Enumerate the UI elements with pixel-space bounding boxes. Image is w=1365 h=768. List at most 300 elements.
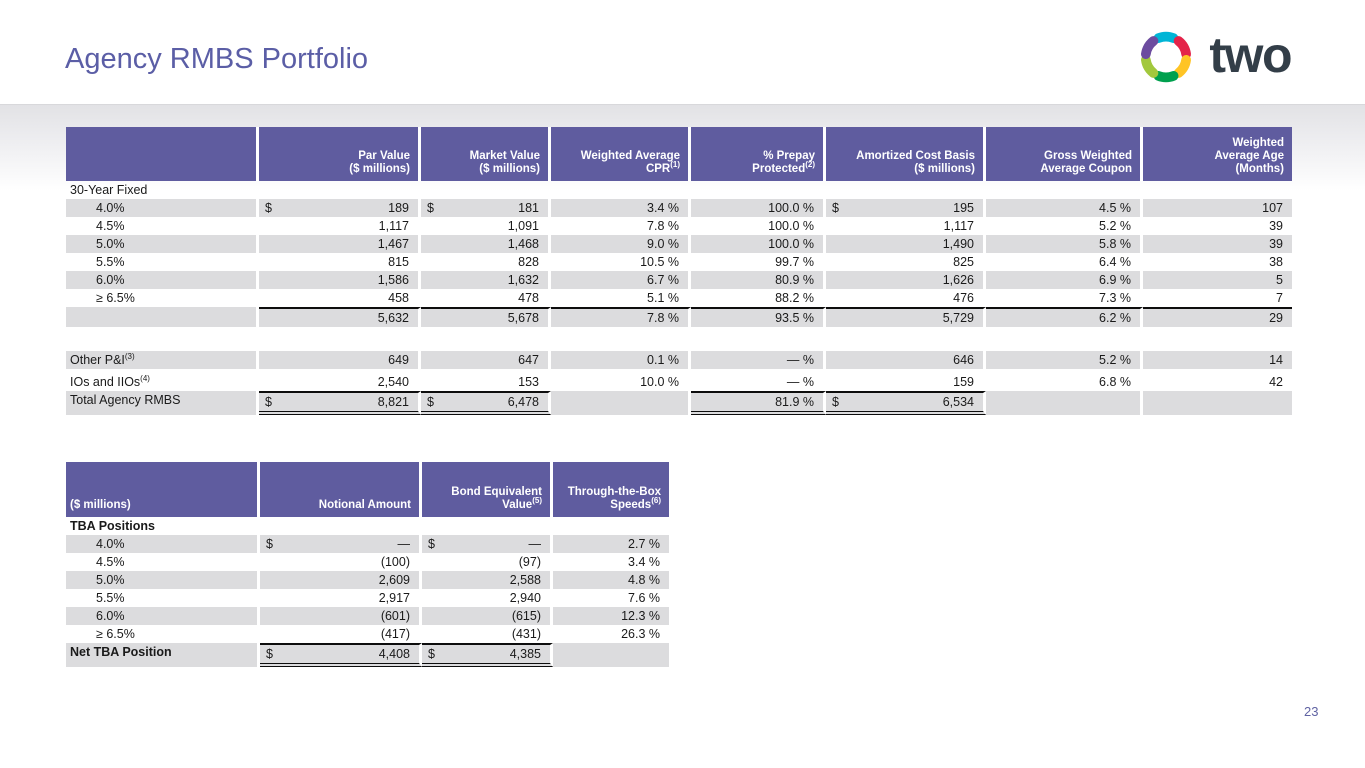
cell-value: 10.0 % xyxy=(640,375,679,389)
currency-symbol: $ xyxy=(427,395,434,409)
cell-value: 38 xyxy=(1269,255,1283,269)
row-spacer xyxy=(66,327,1292,351)
column-header xyxy=(986,127,1143,181)
table-cell xyxy=(826,199,986,217)
table-cell xyxy=(1143,199,1292,217)
column-header xyxy=(66,127,259,181)
cell-value: 6.9 % xyxy=(1099,273,1131,287)
row-label xyxy=(66,351,259,369)
header-label: Gross Weighted xyxy=(1044,150,1132,162)
table-cell xyxy=(986,217,1143,235)
row-label-text: IOs and IIOs xyxy=(70,375,141,389)
cell-value: 8,821 xyxy=(377,395,409,409)
row-label xyxy=(66,607,260,625)
currency-symbol: $ xyxy=(428,647,435,661)
cell-value: 649 xyxy=(388,353,409,367)
header-label: (Months) xyxy=(1235,163,1284,175)
row-label-text: Total Agency RMBS xyxy=(70,393,181,407)
header-label: Amortized Cost Basis xyxy=(856,150,975,162)
table-cell xyxy=(553,535,669,553)
cell-value xyxy=(559,643,660,667)
table-row xyxy=(66,217,1292,235)
column-header xyxy=(826,127,986,181)
table-cell xyxy=(551,271,691,289)
table-cell xyxy=(826,271,986,289)
table-row xyxy=(66,607,669,625)
header-label: Average Coupon xyxy=(1040,163,1132,175)
table-cell xyxy=(422,625,553,643)
table-cell xyxy=(553,643,669,667)
cell-value: 2,540 xyxy=(377,375,409,389)
cell-value: (431) xyxy=(511,627,541,641)
cell-value: 4.8 % xyxy=(628,573,660,587)
table-cell xyxy=(421,235,551,253)
column-header-text xyxy=(451,486,542,512)
cell-value: 2,588 xyxy=(509,573,541,587)
cell-value: 5,632 xyxy=(377,311,409,325)
cell-value: 1,468 xyxy=(507,237,539,251)
cell-value: 100.0 % xyxy=(768,201,814,215)
table-cell xyxy=(551,235,691,253)
table-cell xyxy=(986,391,1143,415)
currency-symbol: $ xyxy=(265,395,272,409)
cell-value: 42 xyxy=(1269,375,1283,389)
table-cell xyxy=(551,351,691,369)
table-cell xyxy=(1143,289,1292,307)
row-label xyxy=(66,517,260,535)
cell-value: 26.3 % xyxy=(621,627,660,641)
header-label: CPR xyxy=(645,163,671,175)
row-label xyxy=(66,643,260,667)
row-label-text: 4.5% xyxy=(96,219,125,233)
table-cell xyxy=(422,571,553,589)
cell-value: — xyxy=(528,537,541,551)
header-label: Value xyxy=(502,499,533,511)
table-cell xyxy=(551,307,691,327)
table-cell xyxy=(260,535,422,553)
table-cell xyxy=(260,571,422,589)
table-cell xyxy=(260,607,422,625)
cell-value: 6.4 % xyxy=(1099,255,1131,269)
row-label xyxy=(66,571,260,589)
cell-value: — xyxy=(397,537,410,551)
table-cell xyxy=(259,235,421,253)
table-cell xyxy=(422,553,553,571)
table-cell xyxy=(826,391,986,415)
table-cell xyxy=(421,253,551,271)
cell-value: (417) xyxy=(380,627,410,641)
header-label: Market Value xyxy=(469,150,540,162)
header-label: ($ millions) xyxy=(914,163,975,175)
table-cell xyxy=(421,199,551,217)
table-cell xyxy=(422,607,553,625)
cell-value: 1,117 xyxy=(378,219,409,233)
cell-value: 7 xyxy=(1276,291,1283,305)
row-label-text: ≥ 6.5% xyxy=(96,627,135,641)
row-label xyxy=(66,199,259,217)
column-header xyxy=(260,462,422,517)
row-label-text: 4.0% xyxy=(96,537,125,551)
table-cell xyxy=(551,373,691,391)
table-cell xyxy=(986,199,1143,217)
table-cell xyxy=(421,271,551,289)
row-label xyxy=(66,235,259,253)
table-cell xyxy=(259,373,421,391)
table-cell xyxy=(259,391,421,415)
header-label: Average Age xyxy=(1214,150,1284,162)
logo-wordmark: two xyxy=(1209,27,1291,83)
row-label-text: 5.5% xyxy=(96,255,125,269)
table-cell xyxy=(551,253,691,271)
cell-value: 39 xyxy=(1269,237,1283,251)
row-label-text: 4.5% xyxy=(96,555,125,569)
cell-value: 6,534 xyxy=(942,395,974,409)
table-row xyxy=(66,351,1292,369)
table-cell xyxy=(691,199,826,217)
column-header-text xyxy=(1040,150,1132,176)
column-header-text xyxy=(70,499,131,512)
cell-value: 1,117 xyxy=(943,219,974,233)
header-label: Par Value xyxy=(358,150,410,162)
row-label xyxy=(66,307,259,327)
cell-value: 195 xyxy=(953,201,974,215)
cell-value xyxy=(1149,391,1283,415)
cell-value: 159 xyxy=(953,375,974,389)
cell-value: 2.7 % xyxy=(628,537,660,551)
table-cell xyxy=(551,217,691,235)
table-cell xyxy=(691,253,826,271)
table-row xyxy=(66,535,669,553)
table-cell xyxy=(1143,351,1292,369)
table-cell xyxy=(691,307,826,327)
table-cell xyxy=(260,643,422,667)
page-number: 23 xyxy=(1304,704,1319,719)
table-cell xyxy=(691,217,826,235)
column-header-text xyxy=(856,150,975,176)
table-cell xyxy=(986,351,1143,369)
agency-rmbs-table xyxy=(66,127,1292,415)
table-cell xyxy=(553,625,669,643)
table-row xyxy=(66,553,669,571)
table-cell xyxy=(259,253,421,271)
cell-value: (615) xyxy=(511,609,541,623)
cell-value: 2,609 xyxy=(378,573,410,587)
row-label xyxy=(66,625,260,643)
cell-value: — % xyxy=(786,353,814,367)
cell-value: 476 xyxy=(953,291,974,305)
table-cell xyxy=(826,253,986,271)
table-cell xyxy=(1143,307,1292,327)
table-row xyxy=(66,235,1292,253)
footnote-marker: (4) xyxy=(140,373,150,383)
cell-value: 81.9 % xyxy=(775,395,814,409)
currency-symbol: $ xyxy=(427,201,434,215)
table-cell xyxy=(1143,217,1292,235)
table-cell xyxy=(421,307,551,327)
cell-value: 4,408 xyxy=(378,647,410,661)
table-cell xyxy=(260,553,422,571)
cell-value: 4.5 % xyxy=(1099,201,1131,215)
table-row xyxy=(66,571,669,589)
table-cell xyxy=(421,289,551,307)
table-cell xyxy=(826,351,986,369)
cell-value: 7.8 % xyxy=(647,219,679,233)
row-label-text: Net TBA Position xyxy=(70,645,172,659)
table-cell xyxy=(986,307,1143,327)
currency-symbol: $ xyxy=(428,537,435,551)
cell-value: 5 xyxy=(1276,273,1283,287)
cell-value: 80.9 % xyxy=(775,273,814,287)
column-header xyxy=(66,462,260,517)
cell-value: 6.2 % xyxy=(1099,311,1131,325)
table-header-row xyxy=(66,462,669,517)
table-cell xyxy=(691,373,826,391)
currency-symbol: $ xyxy=(266,647,273,661)
cell-value: 828 xyxy=(518,255,539,269)
table-cell xyxy=(260,589,422,607)
cell-value: 646 xyxy=(953,353,974,367)
column-header-text xyxy=(581,150,680,176)
row-label xyxy=(66,391,259,415)
table-cell xyxy=(986,289,1143,307)
cell-value: 100.0 % xyxy=(768,219,814,233)
table-cell xyxy=(259,307,421,327)
row-label-text: 30-Year Fixed xyxy=(70,183,148,197)
row-label xyxy=(66,253,259,271)
header-label: ($ millions) xyxy=(70,499,131,511)
cell-value: 99.7 % xyxy=(775,255,814,269)
cell-value: 458 xyxy=(388,291,409,305)
table-row xyxy=(66,625,669,643)
cell-value: 189 xyxy=(388,201,409,215)
footnote-marker: (1) xyxy=(670,160,680,170)
header-label: % Prepay xyxy=(763,150,815,162)
row-label xyxy=(66,589,260,607)
column-header-text xyxy=(349,150,410,176)
table-cell xyxy=(1143,373,1292,391)
row-label xyxy=(66,181,259,199)
currency-symbol: $ xyxy=(832,201,839,215)
table-cell xyxy=(1143,271,1292,289)
pinwheel-icon xyxy=(1133,26,1199,88)
cell-value: 7.6 % xyxy=(628,591,660,605)
cell-value: (601) xyxy=(380,609,410,623)
table-row xyxy=(66,271,1292,289)
table-row xyxy=(66,199,1292,217)
table-cell xyxy=(553,607,669,625)
cell-value: 5.8 % xyxy=(1099,237,1131,251)
cell-value: 815 xyxy=(388,255,409,269)
table-row xyxy=(66,289,1292,307)
column-header-text xyxy=(1215,137,1284,176)
cell-value: 5.2 % xyxy=(1099,353,1131,367)
table-row xyxy=(66,517,669,535)
table-cell xyxy=(259,271,421,289)
table-cell xyxy=(421,217,551,235)
table-cell xyxy=(826,307,986,327)
currency-symbol: $ xyxy=(265,201,272,215)
row-label-text: 5.0% xyxy=(96,573,125,587)
header-label: Protected xyxy=(752,163,806,175)
column-header xyxy=(1143,127,1292,181)
table-cell xyxy=(551,199,691,217)
cell-value: 5,729 xyxy=(942,311,974,325)
cell-value: 5.2 % xyxy=(1099,219,1131,233)
table-header-row xyxy=(66,127,1292,181)
cell-value: 3.4 % xyxy=(647,201,679,215)
table-cell xyxy=(259,199,421,217)
column-header-text xyxy=(470,150,540,176)
row-label xyxy=(66,373,259,391)
cell-value: 6,478 xyxy=(507,395,539,409)
cell-value: 181 xyxy=(518,201,539,215)
footnote-marker: (6) xyxy=(651,496,661,506)
header-label: Bond Equivalent xyxy=(451,486,542,498)
table-row xyxy=(66,181,1292,199)
currency-symbol: $ xyxy=(832,395,839,409)
table-cell xyxy=(1143,253,1292,271)
table-cell xyxy=(421,351,551,369)
header-label: Notional Amount xyxy=(318,499,411,511)
table-row xyxy=(66,643,669,667)
table-cell xyxy=(553,589,669,607)
table-row xyxy=(66,373,1292,391)
table-row xyxy=(66,307,1292,327)
cell-value: (100) xyxy=(380,555,410,569)
table-cell xyxy=(260,625,422,643)
row-label-text: 5.5% xyxy=(96,591,125,605)
table-cell xyxy=(421,373,551,391)
table-cell xyxy=(553,553,669,571)
column-header-text xyxy=(568,486,661,512)
table-cell xyxy=(826,373,986,391)
row-label-text: 6.0% xyxy=(96,609,125,623)
table-cell xyxy=(826,235,986,253)
table-cell xyxy=(691,271,826,289)
cell-value: 1,490 xyxy=(942,237,974,251)
cell-value: 14 xyxy=(1269,353,1283,367)
table-cell xyxy=(691,289,826,307)
page-title: Agency RMBS Portfolio xyxy=(65,43,369,75)
header-label: ($ millions) xyxy=(349,163,410,175)
table-cell xyxy=(422,535,553,553)
table-cell xyxy=(259,289,421,307)
cell-value: 88.2 % xyxy=(775,291,814,305)
table-cell xyxy=(826,217,986,235)
column-header xyxy=(422,462,553,517)
column-header xyxy=(421,127,551,181)
header-label: Weighted Average xyxy=(580,150,680,162)
table-cell xyxy=(1143,235,1292,253)
row-label xyxy=(66,535,260,553)
row-label xyxy=(66,289,259,307)
table-row xyxy=(66,253,1292,271)
header-label: Through-the-Box xyxy=(567,486,661,498)
cell-value: 4,385 xyxy=(509,647,541,661)
table-cell xyxy=(421,391,551,415)
cell-value: 100.0 % xyxy=(768,237,814,251)
cell-value xyxy=(992,391,1131,415)
table-cell xyxy=(986,235,1143,253)
column-header xyxy=(553,462,669,517)
table-cell xyxy=(551,391,691,415)
table-cell xyxy=(259,351,421,369)
cell-value: 5,678 xyxy=(507,311,539,325)
cell-value: 7.8 % xyxy=(647,311,679,325)
footnote-marker: (2) xyxy=(805,160,815,170)
footnote-marker: (3) xyxy=(124,351,135,361)
currency-symbol: $ xyxy=(266,537,273,551)
column-header xyxy=(691,127,826,181)
header-label: Weighted xyxy=(1232,137,1284,149)
cell-value: 647 xyxy=(518,353,539,367)
row-label-text: TBA Positions xyxy=(70,519,155,533)
row-label-text: 6.0% xyxy=(96,273,125,287)
cell-value: 39 xyxy=(1269,219,1283,233)
cell-value: 1,091 xyxy=(507,219,539,233)
table-cell xyxy=(551,289,691,307)
cell-value: 12.3 % xyxy=(621,609,660,623)
table-cell xyxy=(1143,391,1292,415)
cell-value: 6.8 % xyxy=(1099,375,1131,389)
cell-value: 153 xyxy=(518,375,539,389)
row-label-text: Other P&I xyxy=(70,353,125,367)
cell-value: 1,586 xyxy=(377,273,409,287)
cell-value: 1,626 xyxy=(942,273,974,287)
row-label xyxy=(66,217,259,235)
cell-value: 3.4 % xyxy=(628,555,660,569)
table-cell xyxy=(259,217,421,235)
cell-value xyxy=(557,391,679,415)
column-header xyxy=(259,127,421,181)
table-cell xyxy=(986,253,1143,271)
company-logo xyxy=(1133,26,1291,88)
header-label: Speeds xyxy=(610,499,652,511)
cell-value: 10.5 % xyxy=(640,255,679,269)
cell-value: 478 xyxy=(518,291,539,305)
table-cell xyxy=(553,571,669,589)
cell-value: 825 xyxy=(953,255,974,269)
tba-positions-table xyxy=(66,462,669,667)
header-label: ($ millions) xyxy=(479,163,540,175)
cell-value: 7.3 % xyxy=(1099,291,1131,305)
cell-value: 1,632 xyxy=(507,273,539,287)
column-header xyxy=(551,127,691,181)
table-cell xyxy=(422,589,553,607)
table-cell xyxy=(986,271,1143,289)
table-row xyxy=(66,391,1292,415)
cell-value: 6.7 % xyxy=(647,273,679,287)
cell-value: (97) xyxy=(518,555,541,569)
cell-value: 1,467 xyxy=(377,237,409,251)
cell-value: 9.0 % xyxy=(647,237,679,251)
cell-value: — % xyxy=(786,375,814,389)
row-label-text: ≥ 6.5% xyxy=(96,291,135,305)
row-label xyxy=(66,553,260,571)
row-label xyxy=(66,271,259,289)
column-header-text xyxy=(752,150,815,176)
table-row xyxy=(66,589,669,607)
table-cell xyxy=(691,391,826,415)
cell-value: 29 xyxy=(1269,311,1283,325)
cell-value: 0.1 % xyxy=(647,353,679,367)
cell-value: 93.5 % xyxy=(775,311,814,325)
table-cell xyxy=(691,235,826,253)
table-cell xyxy=(422,643,553,667)
column-header-text xyxy=(319,499,411,512)
cell-value: 2,940 xyxy=(509,591,541,605)
table-cell xyxy=(691,351,826,369)
